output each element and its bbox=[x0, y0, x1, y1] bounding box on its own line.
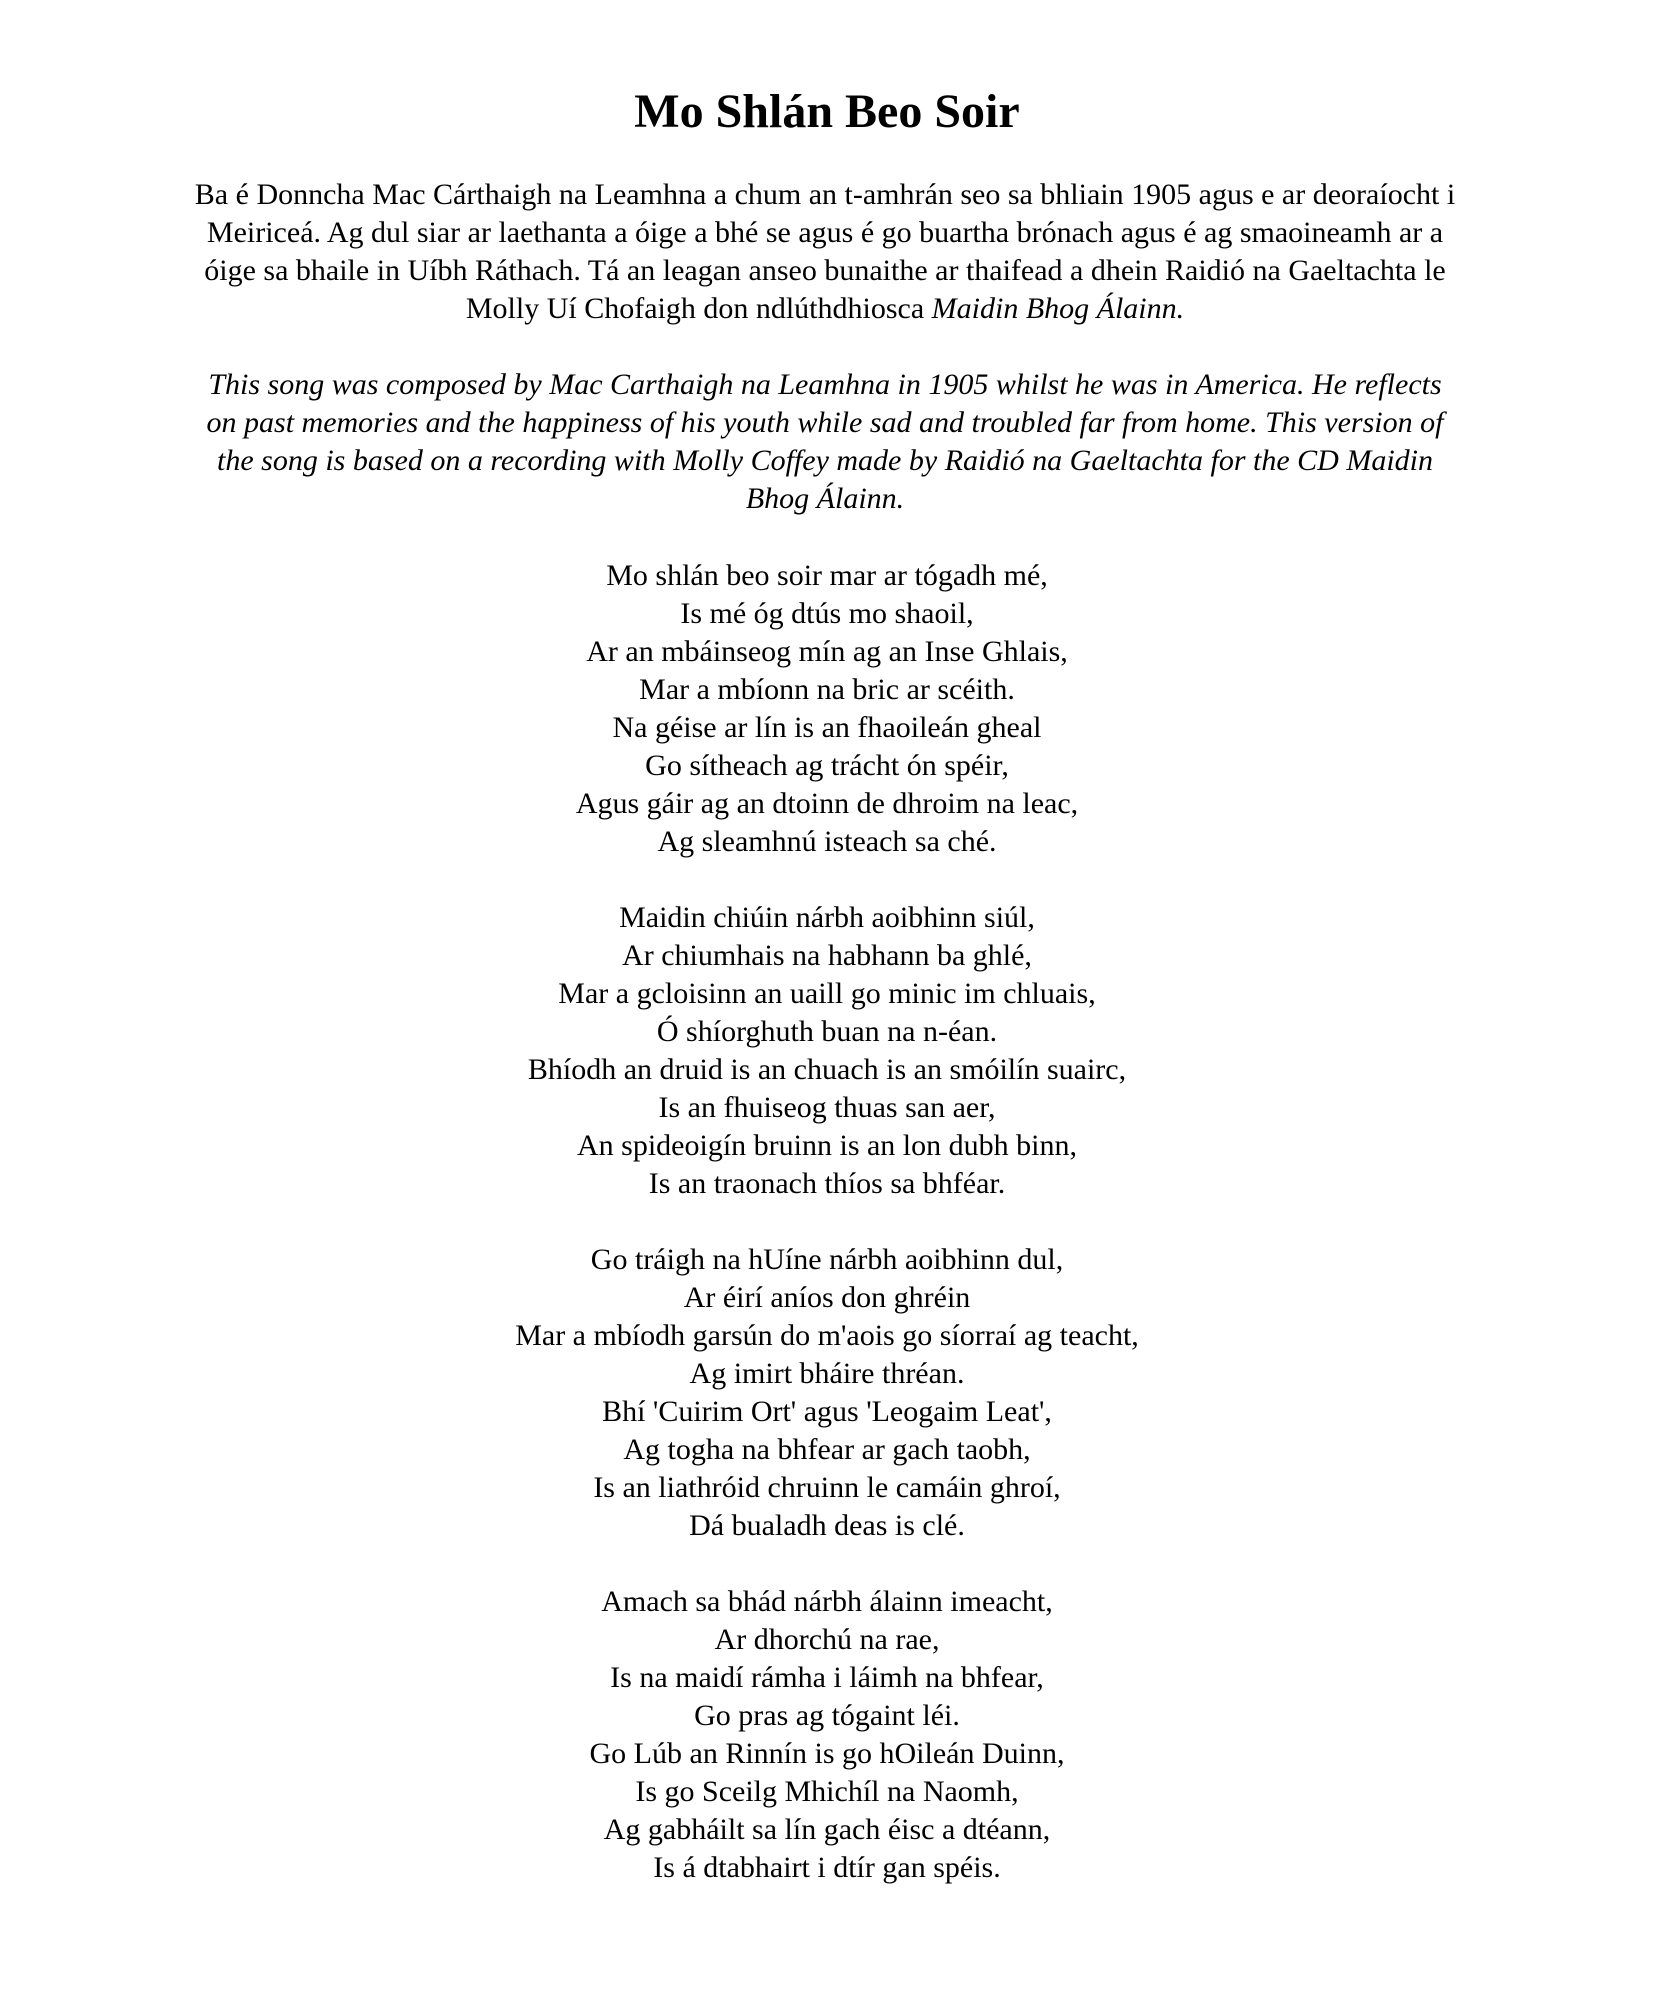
verse-line: Is an traonach thíos sa bhféar. bbox=[648, 1167, 1006, 1200]
verse-line: Go Lúb an Rinnín is go hOileán Duinn, bbox=[589, 1737, 1065, 1770]
verse-4 bbox=[0, 1583, 1654, 1887]
verse-line: Ag togha na bhfear ar gach taobh, bbox=[623, 1433, 1031, 1466]
verse-line: Dá bualadh deas is clé. bbox=[689, 1509, 965, 1542]
verse-line: Go pras ag tógaint léi. bbox=[694, 1699, 960, 1732]
verse-line: Is an liathróid chruinn le camáin ghroí, bbox=[593, 1471, 1061, 1504]
page-title: Mo Shlán Beo Soir bbox=[634, 85, 1020, 138]
verse-line: Ag gabháilt sa lín gach éisc a dtéann, bbox=[603, 1813, 1051, 1846]
verse-line: Bhíodh an druid is an chuach is an smóilín suairc, bbox=[527, 1053, 1127, 1086]
verse-line: Amach sa bhád nárbh álainn imeacht, bbox=[601, 1585, 1053, 1618]
verse-line: Maidin chiúin nárbh aoibhinn siúl, bbox=[619, 901, 1035, 934]
verse-line: Ag sleamhnú isteach sa ché. bbox=[657, 825, 997, 858]
verse-line: Is an fhuiseog thuas san aer, bbox=[658, 1091, 996, 1124]
verse-line: Ar an mbáinseog mín ag an Inse Ghlais, bbox=[586, 635, 1068, 668]
verse-line: Mar a mbíonn na bric ar scéith. bbox=[639, 673, 1015, 706]
verse-1 bbox=[0, 557, 1654, 861]
verse-line: Is na maidí rámha i láimh na bhfear, bbox=[610, 1661, 1044, 1694]
verse-line: Go tráigh na hUíne nárbh aoibhinn dul, bbox=[590, 1243, 1064, 1276]
verse-line: Bhí 'Cuirim Ort' agus 'Leogaim Leat', bbox=[602, 1395, 1052, 1428]
verse-line: Is mé óg dtús mo shaoil, bbox=[680, 597, 974, 630]
intro-irish-text: Ba é Donncha Mac Cárthaigh na Leamhna a chum an t-amhrán seo sa bhliain 1905 agus e ar deoraíocht i Meiriceá. Ag dul siar ar laethanta a óige a bhé se agus é go buartha brónach agus é ag smaoineamh ar a óige sa bhaile in Uíbh Ráthach. Tá an leagan anseo bunaithe ar thaifead a dhein Raidió na Gaeltachta le Molly Uí Chofaigh don ndlúthdhiosca bbox=[194, 178, 1456, 325]
verse-line: Ar éirí aníos don ghréin bbox=[683, 1281, 971, 1314]
intro-irish-paragraph bbox=[190, 176, 1460, 328]
verse-line: Is á dtabhairt i dtír gan spéis. bbox=[653, 1851, 1001, 1884]
verse-line: Ag imirt bháire thréan. bbox=[689, 1357, 965, 1390]
verse-line: Mar a mbíodh garsún do m'aois go síorraí ag teacht, bbox=[515, 1319, 1139, 1352]
verse-2 bbox=[0, 899, 1654, 1203]
verse-line: Agus gáir ag an dtoinn de dhroim na leac, bbox=[575, 787, 1079, 820]
verse-line: Ar dhorchú na rae, bbox=[714, 1623, 940, 1656]
verse-line: Mo shlán beo soir mar ar tógadh mé, bbox=[606, 559, 1048, 592]
verse-line: Ó shíorghuth buan na n-éan. bbox=[656, 1015, 998, 1048]
verse-3 bbox=[0, 1241, 1654, 1545]
verse-line: Mar a gcloisinn an uaill go minic im chluais, bbox=[558, 977, 1096, 1010]
verse-line: An spideoigín bruinn is an lon dubh binn, bbox=[577, 1129, 1077, 1162]
verse-line: Na géise ar lín is an fhaoileán gheal bbox=[612, 711, 1042, 744]
song-lyrics bbox=[0, 557, 1654, 1925]
intro-english-paragraph: This song was composed by Mac Carthaigh na Leamhna in 1905 whilst he was in America. He reflects on past memories and the happiness of his youth while sad and troubled far from home. This version of the song is based on a recording with Molly Coffey made by Raidió na Gaeltachta for the CD Maidin Bhog Álainn. bbox=[206, 368, 1444, 515]
album-title: Maidin Bhog Álainn. bbox=[931, 292, 1185, 325]
verse-line: Go sítheach ag trácht ón spéir, bbox=[645, 749, 1009, 782]
verse-line: Ar chiumhais na habhann ba ghlé, bbox=[622, 939, 1032, 972]
verse-line: Is go Sceilg Mhichíl na Naomh, bbox=[635, 1775, 1019, 1808]
